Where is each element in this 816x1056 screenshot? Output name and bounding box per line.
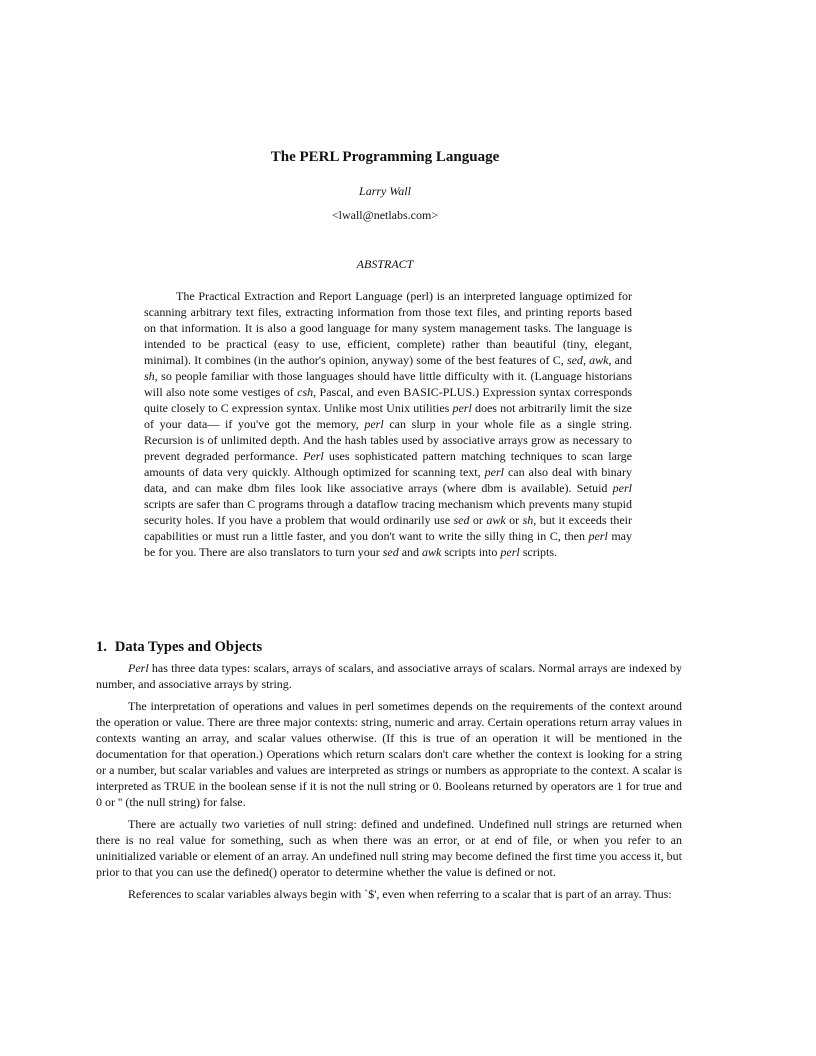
abstract-paragraph: The Practical Extraction and Report Language (perl) is an interpreted language optimized for scanning arbitrary text files, extracting information from those text files, and printing reports based on that information. It is also a good language for many system management tasks. The language is intended to be practical (easy to use, efficient, complete) rather than beautiful (tiny, elegant, minimal). It combines (in the author's opinion, anyway) some of the best features of C, sed, awk, and sh, so people familiar with those languages should have little difficulty with it. (Language historians will also note some vestiges of csh, Pascal, and even BASIC-PLUS.) Expression syntax corresponds quite closely to C expression syntax. Unlike most Unix utilities perl does not arbitrarily limit the size of your data— if you've got the memory, perl can slurp in your whole file as a single string. Recursion is of unlimited depth. And the hash tables used by associative arrays grow as necessary to prevent degraded performance. Perl uses sophisticated pattern matching techniques to scan large amounts of data very quickly. Although optimized for scanning text, perl can also deal with binary data, and can make dbm files look like associative arrays (where dbm is available). Setuid perl scripts are safer than C programs through a dataflow tracing mechanism which prevents many stupid security holes. If you have a problem that would ordinarily use sed or awk or sh, but it exceeds their capabilities or must run a little faster, and you don't want to write the silly thing in C, then perl may be for you. There are also translators to turn your sed and awk scripts into perl scripts. xyxy=(144,289,633,559)
section-body xyxy=(96,660,682,908)
body-paragraph: The interpretation of operations and values in perl sometimes depends on the requirements of the context around the operation or value. There are three major contexts: string, numeric and array. Certain operations return array values in contexts wanting an array, and scalar values otherwise. (If this is true of an operation it will be mentioned in the documentation for that operation.) Operations which return scalars don't care whether the context is looking for a string or a number, but scalar variables and values are interpreted as strings or numbers as appropriate to the context. A scalar is interpreted as TRUE in the boolean sense if it is not the null string or 0. Booleans returned by operators are 1 for true and 0 or '' (the null string) for false. xyxy=(96,699,682,809)
section-title: Data Types and Objects xyxy=(114,639,263,655)
document-title: The PERL Programming Language xyxy=(270,149,500,165)
body-paragraph: There are actually two varieties of null string: defined and undefined. Undefined null strings are returned when there is no real value for something, such as when there was an error, or at end of file, or when you refer to an uninitialized variable or element of an array. An undefined null string may become defined the first time you access it, but prior to that you can use the defined() operator to determine whether the value is defined or not. xyxy=(96,817,682,879)
section-heading xyxy=(96,639,262,656)
body-paragraph: References to scalar variables always begin with `$', even when referring to a scalar that is part of an array. Thus: xyxy=(128,887,672,901)
abstract-heading: ABSTRACT xyxy=(356,257,414,271)
author-email: <lwall@netlabs.com> xyxy=(331,208,439,222)
section-number: 1. xyxy=(96,639,107,655)
body-paragraph: Perl has three data types: scalars, arrays of scalars, and associative arrays of scalars. Normal arrays are indexed by number, and associative arrays by string. xyxy=(96,661,682,691)
author-name: Larry Wall xyxy=(359,184,411,198)
